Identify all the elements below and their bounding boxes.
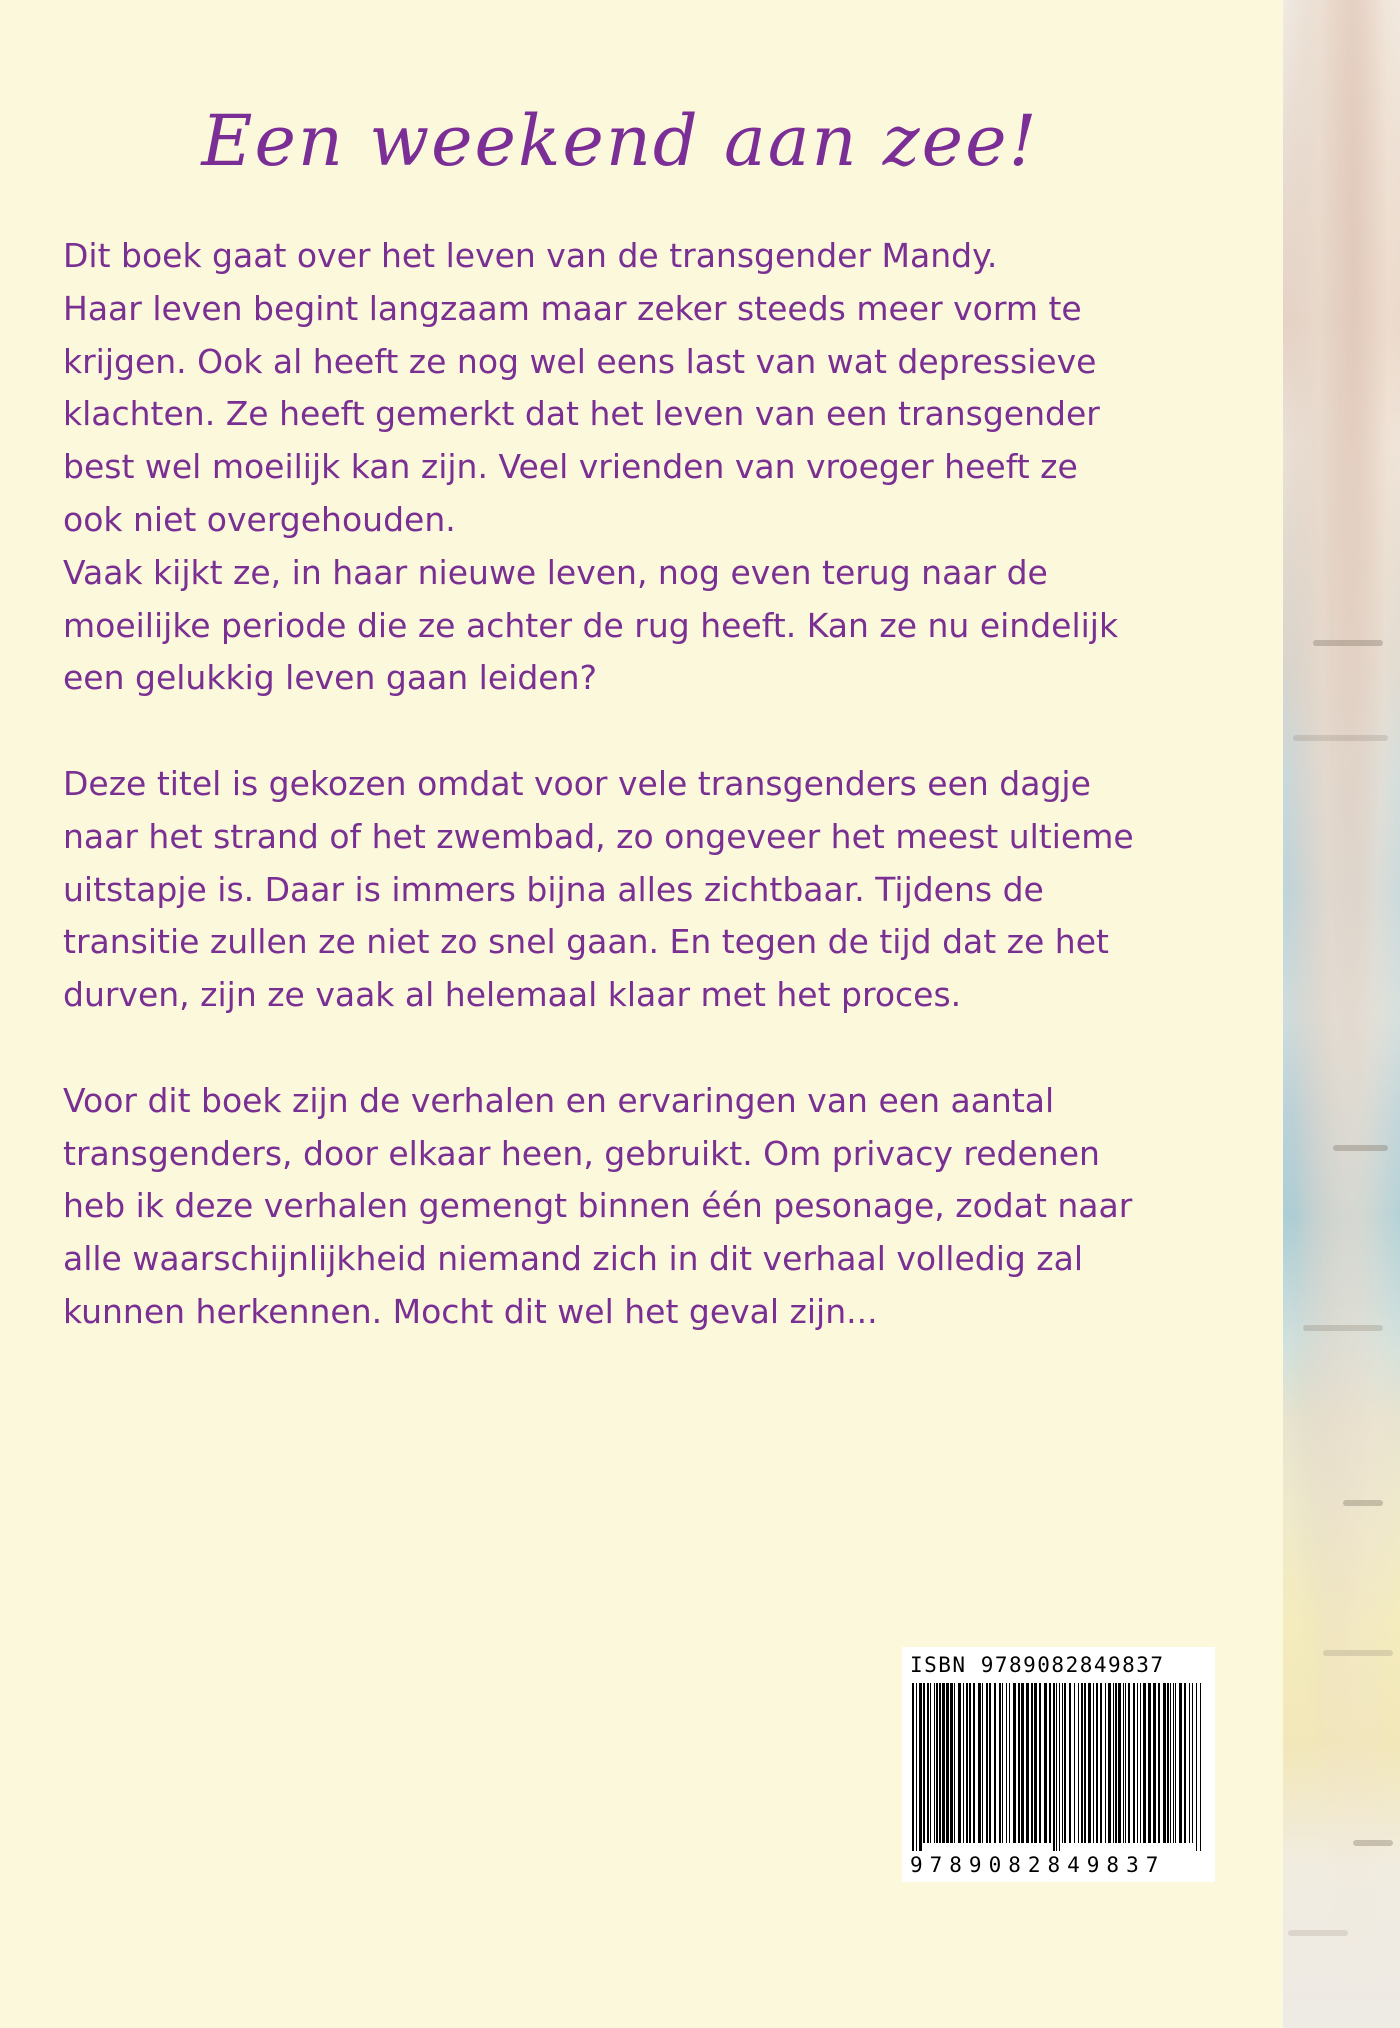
barcode-bar [1059,1683,1060,1851]
blurb-line: Dit boek gaat over het leven van de transgender Mandy. [63,236,998,275]
blurb-line: ook niet overgehouden. [63,499,456,539]
barcode-bar [934,1683,935,1843]
barcode-bar [1140,1683,1141,1843]
blurb-line: transgenders, door elkaar heen, gebruikt. Om privacy redenen [63,1133,1100,1173]
blurb-line: kunnen herkennen. Mocht dit wel het geval zijn... [63,1291,878,1331]
blurb-paragraph-3 [63,1075,1278,1339]
blurb-line: moeilijke periode die ze achter de rug heeft. Kan ze nu eindelijk [63,605,1119,645]
barcode-bar [1153,1683,1156,1843]
barcode-bar [1069,1683,1071,1843]
barcode-bar [1192,1683,1193,1843]
blurb [63,230,1278,1392]
blurb-line: durven, zijn ze vaak al helemaal klaar met het proces. [63,975,962,1015]
blurb-line: Voor dit boek zijn de verhalen en ervaringen van een aantal [63,1080,1055,1120]
barcode-bar [946,1683,949,1843]
barcode-bar [1167,1683,1169,1843]
barcode-bar [1088,1683,1091,1843]
barcode-bar [1053,1683,1055,1851]
barcode-bar [1170,1683,1171,1843]
barcode-bar [1123,1683,1124,1843]
barcode-bar [1049,1683,1051,1843]
barcode-bar [1034,1683,1037,1843]
blurb-line: uitstapje is. Daar is immers bijna alles zichtbaar. Tijdens de [63,869,1044,909]
barcode-bar [1125,1683,1126,1843]
watercolor-illustration-edge [1283,0,1400,2028]
blurb-paragraph-1 [63,230,1278,705]
barcode-bar [1021,1683,1024,1843]
barcode-bar [1081,1683,1083,1843]
barcode-bar [942,1683,945,1843]
barcode-bar [982,1683,983,1843]
barcode-bar [1062,1683,1063,1843]
barcode-bar [963,1683,964,1843]
barcode-bar [1137,1683,1138,1843]
barcode-bar [950,1683,953,1843]
barcode-bar [1056,1683,1057,1851]
barcode-bar [1163,1683,1166,1843]
barcode-bar [1128,1683,1130,1843]
blurb-line: een gelukkig leven gaan leiden? [63,658,597,698]
blurb-line: heb ik deze verhalen gemengt binnen één pesonage, zodat naar [63,1186,1133,1226]
isbn-barcode [902,1647,1215,1882]
barcode-bar [969,1683,971,1843]
barcode-bar [930,1683,931,1843]
barcode-bar [1175,1683,1176,1843]
barcode-bar [923,1683,925,1843]
barcode-bar [916,1683,917,1851]
barcode-bar [1118,1683,1121,1843]
book-title: Een weekend aan zee! [201,100,1039,182]
barcode-bar [1189,1683,1190,1843]
isbn-digits: 9789082849837 [910,1853,1166,1877]
barcode-bar [1196,1683,1197,1851]
brush-stroke [1313,640,1383,646]
barcode-bar [936,1683,938,1843]
barcode-bar [1179,1683,1182,1843]
brush-stroke [1343,1500,1383,1506]
barcode-bar [1064,1683,1066,1843]
barcode-bar [1096,1683,1098,1843]
barcode-bar [1133,1683,1135,1843]
barcode-bar [1039,1683,1041,1843]
barcode-bar [1184,1683,1186,1843]
barcode-bar [1173,1683,1174,1843]
blurb-line: best wel moeilijk kan zijn. Veel vrienden van vroeger heeft ze [63,447,1078,487]
blurb-line: krijgen. Ook al heeft ze nog wel eens last van wat depressieve [63,341,1097,381]
barcode-bar [919,1683,922,1851]
barcode-bar [994,1683,996,1843]
barcode-bar [966,1683,968,1843]
brush-stroke [1323,1650,1393,1656]
barcode-bar [927,1683,929,1843]
barcode-bar [1115,1683,1117,1843]
barcode-bar [973,1683,975,1843]
barcode-bar [978,1683,981,1843]
barcode-bar [1006,1683,1007,1843]
barcode-bar [939,1683,941,1843]
barcode-bar [1078,1683,1079,1843]
brush-stroke [1303,1325,1383,1331]
isbn-label: ISBN 9789082849837 [910,1653,1165,1677]
barcode-bar [1031,1683,1033,1843]
barcode-bar [1105,1683,1106,1843]
blurb-line: klachten. Ze heeft gemerkt dat het leven van een transgender [63,394,1100,434]
barcode-bar [1143,1683,1146,1843]
brush-stroke [1333,1145,1388,1151]
barcode-bar [1084,1683,1086,1843]
barcode-bar [1013,1683,1016,1843]
barcode-bar [1113,1683,1114,1843]
barcode-bar [1108,1683,1111,1843]
blurb-line: transitie zullen ze niet zo snel gaan. En tegen de tijd dat ze het [63,922,1109,962]
barcode-bar [1026,1683,1029,1843]
blurb-line: Haar leven begint langzaam maar zeker steeds meer vorm te [63,288,1082,328]
barcode-bar [958,1683,961,1843]
barcode-bar [1009,1683,1010,1843]
barcode-bar [999,1683,1001,1843]
barcode-bar [912,1683,914,1851]
blurb-paragraph-2 [63,758,1278,1022]
barcode-bars [910,1683,1206,1851]
brush-stroke [1353,1840,1393,1846]
barcode-bar [1074,1683,1075,1843]
barcode-bar [954,1683,955,1843]
barcode-bar [989,1683,991,1843]
blurb-line: Vaak kijkt ze, in haar nieuwe leven, nog even terug naar de [63,552,1048,592]
barcode-bar [1148,1683,1151,1843]
brush-stroke [1293,735,1388,741]
barcode-bar [1044,1683,1047,1843]
barcode-bar [1093,1683,1094,1843]
blurb-line: alle waarschijnlijkheid niemand zich in dit verhaal volledig zal [63,1239,1084,1279]
barcode-bar [986,1683,988,1843]
barcode-bar [1100,1683,1102,1843]
blurb-line: naar het strand of het zwembad, zo ongeveer het meest ultieme [63,816,1134,856]
brush-stroke [1288,1930,1348,1936]
barcode-bar [1200,1683,1201,1851]
barcode-bar [1002,1683,1003,1843]
barcode-bar [1158,1683,1160,1843]
barcode-bar [1018,1683,1020,1843]
blurb-line: Deze titel is gekozen omdat voor vele transgenders een dagje [63,763,1091,803]
